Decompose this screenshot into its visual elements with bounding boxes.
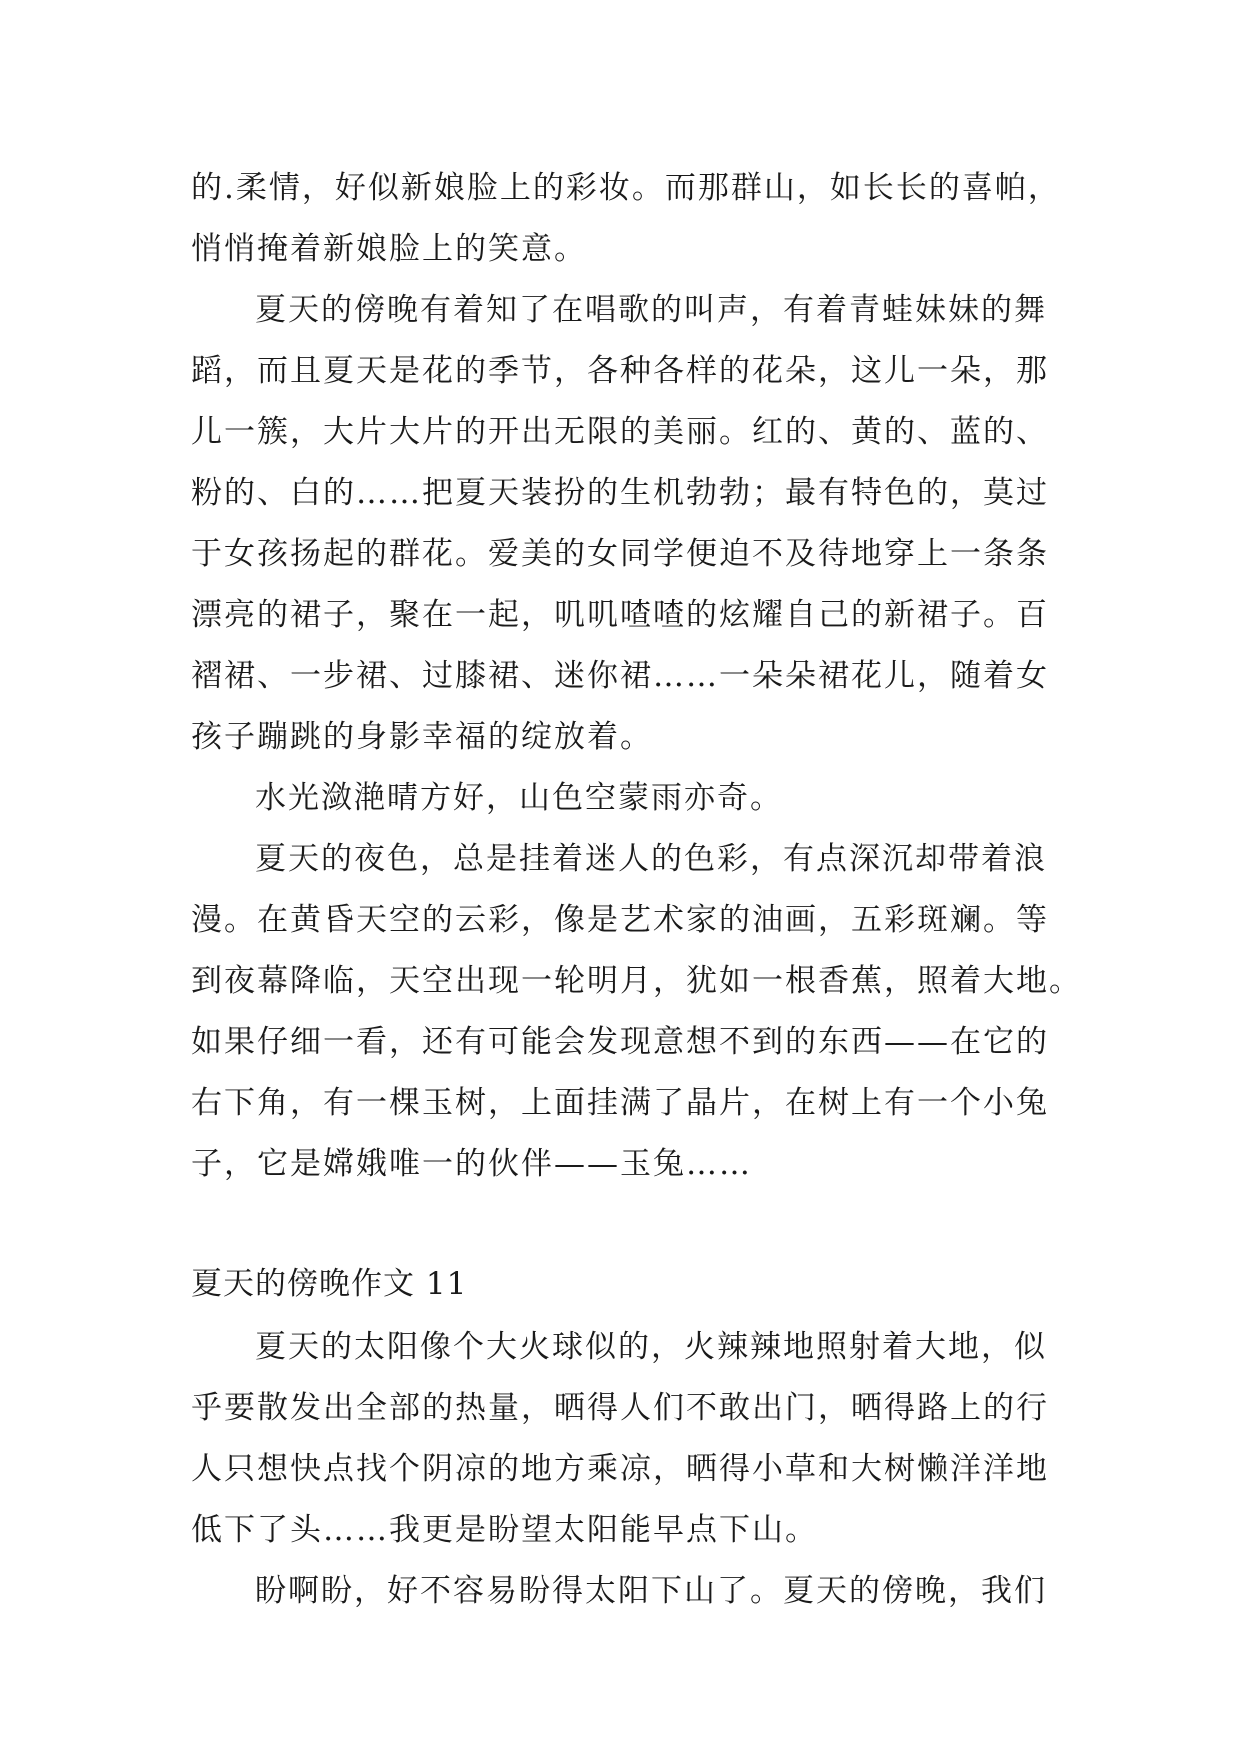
- text-line: 水光潋滟晴方好，山色空蒙雨亦奇。: [255, 780, 783, 816]
- text-line: 右下角，有一棵玉树，上面挂满了晶片，在树上有一个小兔: [191, 1085, 1049, 1121]
- text-line: 盼啊盼，好不容易盼得太阳下山了。夏天的傍晚，我们: [255, 1573, 1047, 1609]
- text-line: 漂亮的裙子，聚在一起，叽叽喳喳的炫耀自己的新裙子。百: [191, 597, 1049, 633]
- text-line: 褶裙、一步裙、过膝裙、迷你裙……一朵朵裙花儿，随着女: [191, 658, 1049, 694]
- document-page: [191, 158, 1082, 1622]
- text-line: 蹈，而且夏天是花的季节，各种各样的花朵，这儿一朵，那: [191, 353, 1049, 389]
- paragraph-3: [191, 768, 1051, 829]
- paragraph-4: [191, 829, 1082, 1195]
- text-line: 夏天的夜色，总是挂着迷人的色彩，有点深沉却带着浪: [255, 841, 1047, 877]
- section-spacer: [191, 1195, 1051, 1251]
- paragraph-5: [191, 1317, 1051, 1561]
- text-line: 夏天的太阳像个大火球似的，火辣辣地照射着大地，似: [255, 1329, 1047, 1365]
- text-line: 低下了头……我更是盼望太阳能早点下山。: [191, 1512, 818, 1548]
- text-line: 如果仔细一看，还有可能会发现意想不到的东西——在它的: [191, 1024, 1049, 1060]
- text-line: 于女孩扬起的群花。爱美的女同学便迫不及待地穿上一条条: [191, 536, 1049, 572]
- text-line: 粉的、白的……把夏天装扮的生机勃勃；最有特色的，莫过: [191, 475, 1049, 511]
- text-line: 孩子蹦跳的身影幸福的绽放着。: [191, 719, 653, 755]
- paragraph-2: [191, 280, 1051, 768]
- section-heading: 夏天的傍晚作文 11: [191, 1266, 468, 1302]
- text-line: 人只想快点找个阴凉的地方乘凉，晒得小草和大树懒洋洋地: [191, 1451, 1049, 1487]
- text-line: 子，它是嫦娥唯一的伙伴——玉兔……: [191, 1146, 752, 1182]
- text-line: 到夜幕降临，天空出现一轮明月，犹如一根香蕉，照着大地。: [191, 963, 1082, 999]
- paragraph-6: [191, 1561, 1051, 1622]
- text-line: 的.柔情，好似新娘脸上的彩妆。而那群山，如长长的喜帕，: [191, 170, 1061, 206]
- text-line: 悄悄掩着新娘脸上的笑意。: [191, 231, 587, 267]
- text-line: 乎要散发出全部的热量，晒得人们不敢出门，晒得路上的行: [191, 1390, 1049, 1426]
- text-line: 漫。在黄昏天空的云彩，像是艺术家的油画，五彩斑斓。等: [191, 902, 1049, 938]
- text-line: 儿一簇，大片大片的开出无限的美丽。红的、黄的、蓝的、: [191, 414, 1049, 450]
- paragraph-1: [191, 158, 1061, 280]
- text-line: 夏天的傍晚有着知了在唱歌的叫声，有着青蛙妹妹的舞: [255, 292, 1047, 328]
